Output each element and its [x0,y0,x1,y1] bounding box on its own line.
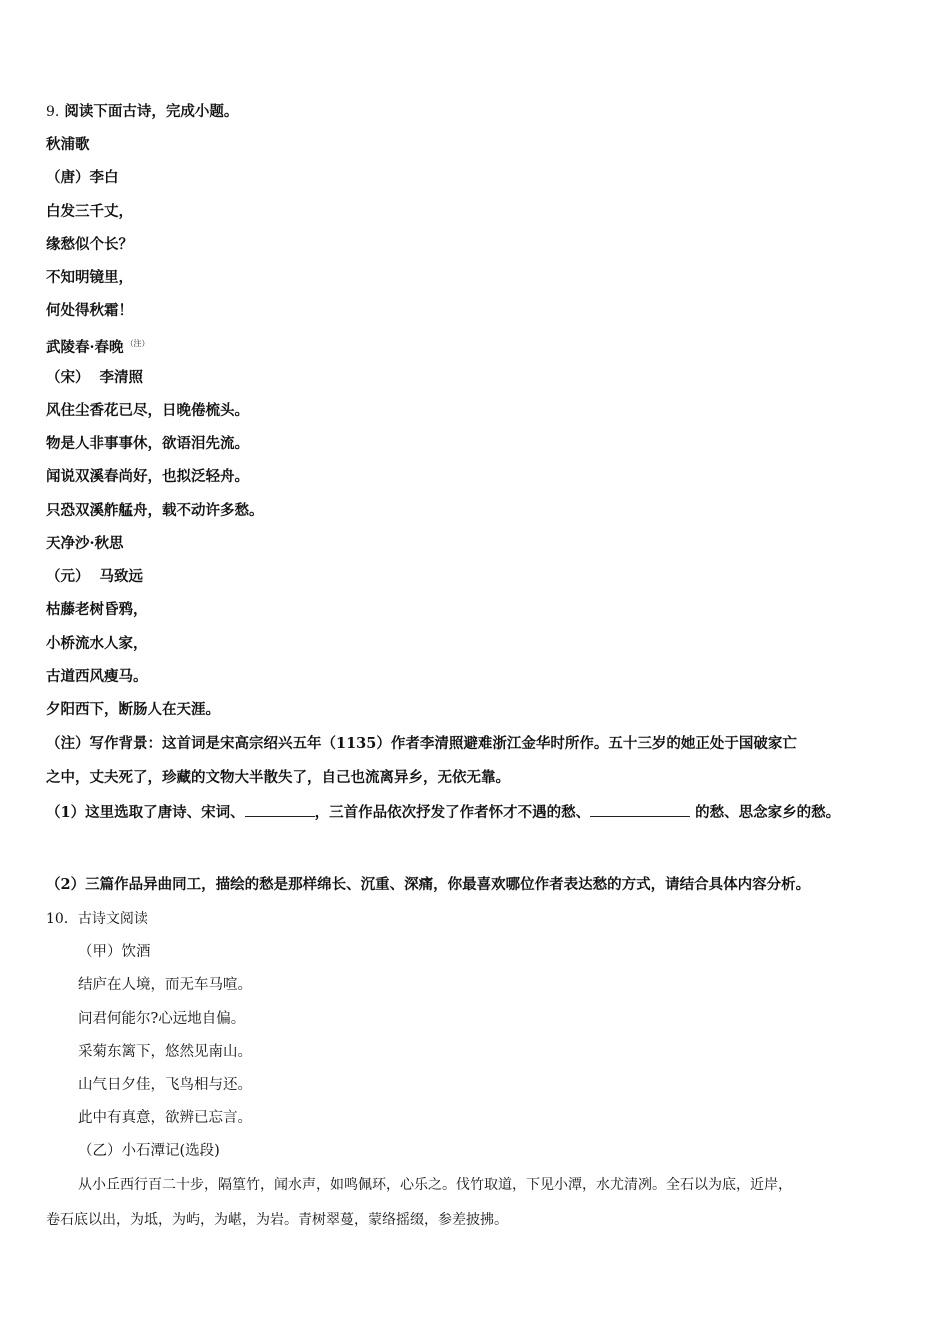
sub-question-text: 的愁、思念家乡的愁。 [695,804,841,821]
answer-blank-2[interactable] [590,804,690,817]
poem-line: 采菊东篱下，悠然见南山。 [78,1044,252,1060]
poem3-author [46,567,143,587]
poem2-title: 武陵春·春晚 [46,338,124,356]
poem3-title: 天净沙·秋思 [46,535,124,552]
poem1-title: 秋浦歌 [46,136,90,153]
poem1-line: 白发三千丈， [46,203,133,220]
poem-title-jia: （甲）饮酒 [78,944,151,960]
prose-title-yi: （乙）小石潭记(选段) [78,1143,220,1159]
prose-paragraph: 从小丘西行百二十步，隔篁竹，闻水声，如鸣佩环，心乐之。伐竹取道，下见小潭，水尤清冽。全石以为底，近岸， [78,1177,792,1193]
poem-line: 此中有真意，欲辨已忘言。 [78,1110,252,1126]
sub-question-1 [46,803,840,823]
sub-question-text: ，三首作品依次抒发了作者怀才不遇的愁、 [314,804,591,821]
poem2-line: 物是人非事事休，欲语泪先流。 [46,435,249,452]
author-name: 马致远 [99,568,143,585]
note-marker: （注） [125,339,150,348]
question-prompt: 阅读下面古诗，完成小题。 [64,103,239,120]
poem2-line: 风住尘香花已尽，日晚倦梳头。 [46,402,249,419]
poem3-line: 古道西风瘦马。 [46,668,148,685]
author-dynasty: （宋） [46,369,90,386]
poem3-line: 小桥流水人家， [46,635,148,652]
poem-line: 结庐在人境，而无车马喧。 [78,977,252,993]
poem-line: 问君何能尔?心远地自偏。 [78,1011,246,1027]
background-note: （注）写作背景：这首词是宋高宗绍兴五年（1135）作者李清照避难浙江金华时所作。五十三岁的她正处于国破家亡 [46,735,797,752]
poem2-line: 闻说双溪春尚好，也拟泛轻舟。 [46,468,249,485]
poem3-line: 夕阳西下，断肠人在天涯。 [46,701,220,718]
question-number: 9. [46,104,60,120]
question-10-heading: 10．古诗文阅读 [46,911,148,927]
poem1-author: （唐）李白 [46,169,119,186]
background-note-cont: 之中，丈夫死了，珍藏的文物大半散失了，自己也流离异乡，无依无靠。 [46,769,510,786]
answer-blank-1[interactable] [245,804,315,817]
poem1-line: 缘愁似个长？ [46,236,133,253]
poem-line: 山气日夕佳，飞鸟相与还。 [78,1077,252,1093]
poem2-author [46,368,143,388]
poem1-line: 不知明镜里， [46,269,133,286]
author-dynasty: （元） [46,568,90,585]
poem2-title-row [46,334,150,358]
poem2-line: 只恐双溪舴艋舟，载不动许多愁。 [46,502,264,519]
author-name: 李清照 [99,369,143,386]
sub-question-2: （2）三篇作品异曲同工，描绘的愁是那样绵长、沉重、深痛，你最喜欢哪位作者表达愁的方式，请结合具体内容分析。 [46,876,811,893]
prose-paragraph-cont: 卷石底以出，为坻，为屿，为嵁，为岩。青树翠蔓，蒙络摇缀，参差披拂。 [46,1212,508,1228]
poem3-line: 枯藤老树昏鸦， [46,601,148,618]
question-9-header [46,102,238,122]
poem1-line: 何处得秋霜！ [46,302,133,319]
sub-question-text: （1）这里选取了唐诗、宋词、 [46,804,245,821]
